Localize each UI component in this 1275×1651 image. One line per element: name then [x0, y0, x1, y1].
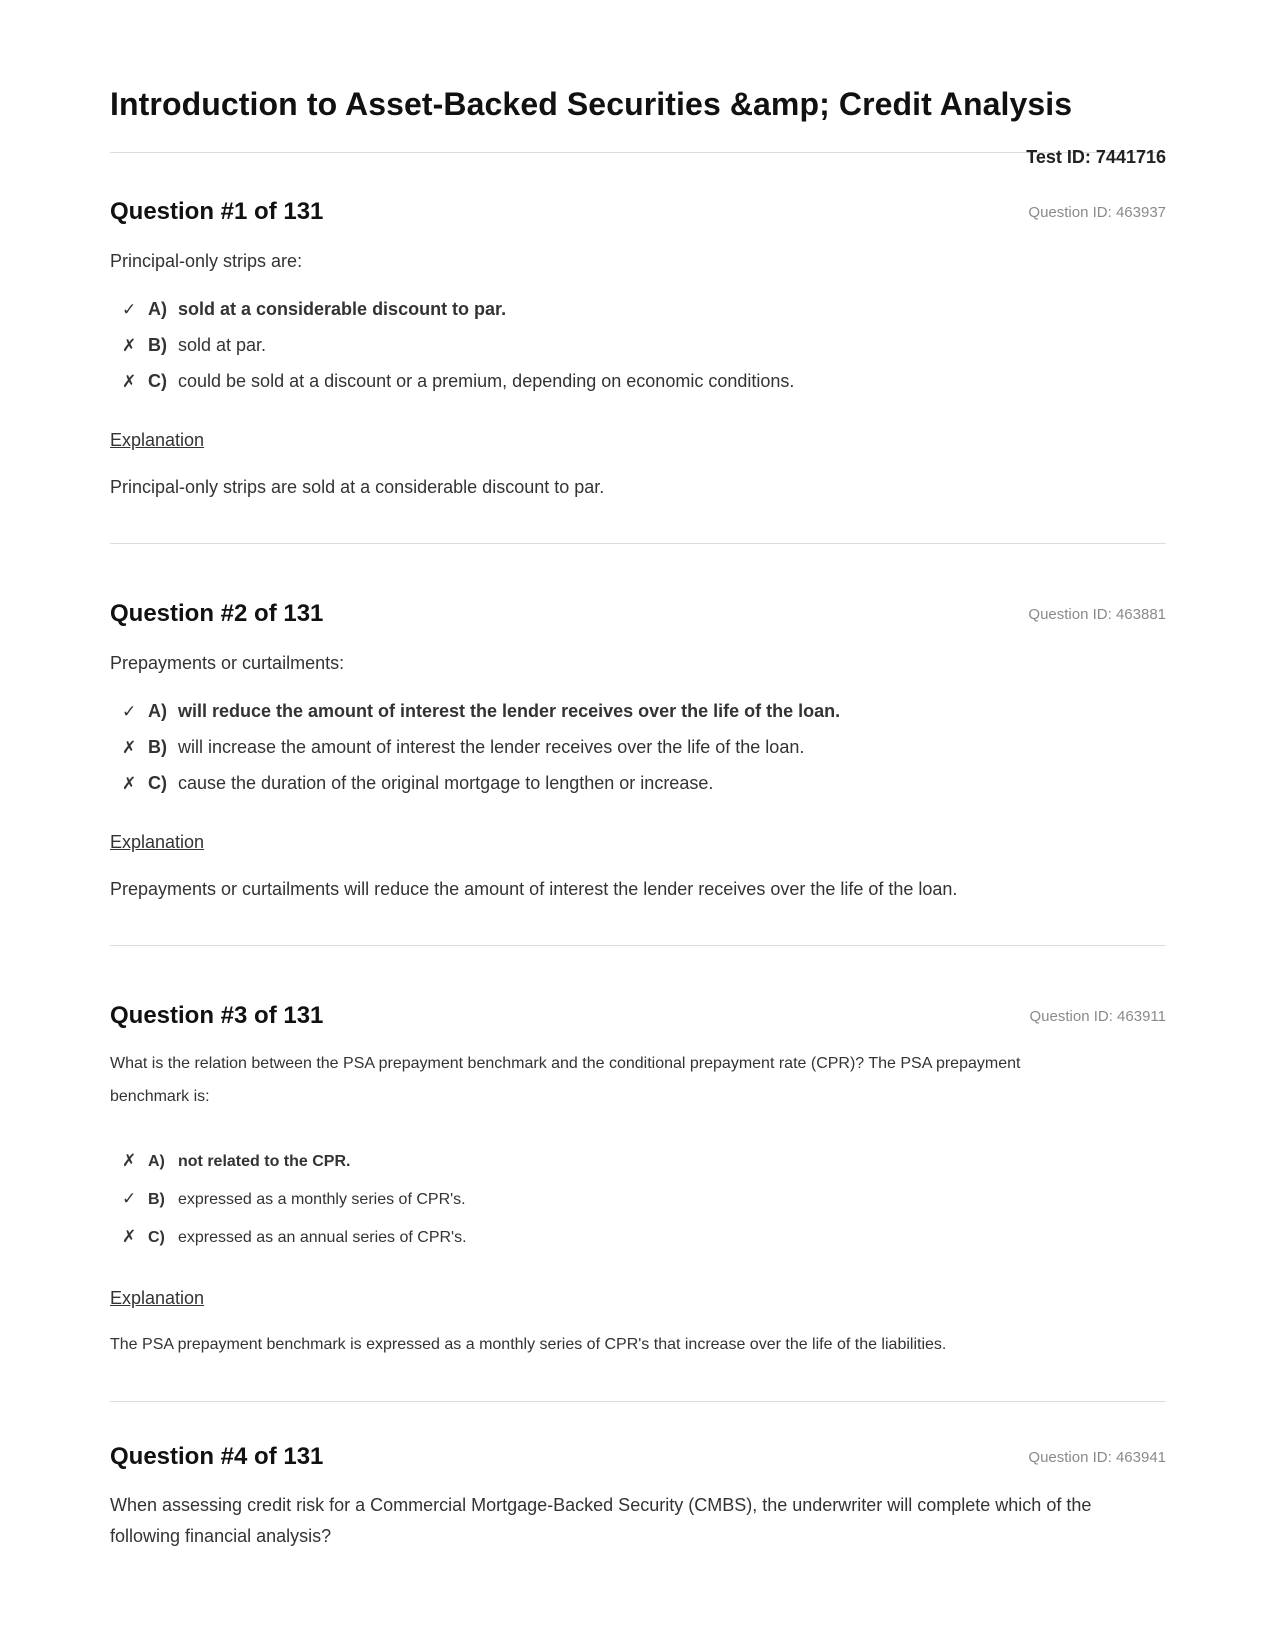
choice-letter: A)	[148, 299, 167, 319]
correct-check-icon: ✓	[122, 300, 137, 319]
explanation-text: Principal-only strips are sold at a considerable discount to par.	[110, 477, 605, 497]
choice-letter: C)	[148, 773, 167, 793]
explanation-link[interactable]: Explanation	[110, 1288, 205, 1308]
explanation-link[interactable]: Explanation	[110, 832, 205, 852]
correct-check-icon: ✓	[122, 1189, 137, 1208]
choice-letter: A)	[148, 1153, 165, 1170]
choice-letter: C)	[148, 1229, 165, 1246]
incorrect-x-icon: ✗	[122, 1227, 137, 1246]
choice-letter: A)	[148, 701, 167, 721]
choice-text: sold at a considerable discount to par.	[178, 299, 507, 319]
explanation-text: The PSA prepayment benchmark is expressed as a monthly series of CPR's that increase over the life of the liabilities.	[110, 1336, 947, 1353]
choice-a	[122, 299, 506, 320]
title-divider	[110, 152, 1166, 153]
choice-a	[122, 701, 840, 722]
choice-b	[122, 1189, 466, 1209]
question-id: Question ID: 463911	[1029, 1008, 1166, 1025]
question-heading: Question #2 of 131	[110, 600, 324, 627]
choice-letter: B)	[148, 335, 167, 355]
choice-b	[122, 737, 804, 758]
choice-text: cause the duration of the original mortgage to lengthen or increase.	[178, 773, 714, 793]
choice-text: not related to the CPR.	[178, 1153, 351, 1170]
incorrect-x-icon: ✗	[122, 336, 137, 355]
question-stem: What is the relation between the PSA prepayment benchmark and the conditional prepayment rate (CPR)? The PSA prepayment benchmark is:	[110, 1055, 1021, 1105]
correct-check-icon: ✓	[122, 702, 137, 721]
question-id: Question ID: 463941	[1028, 1449, 1166, 1466]
question-id: Question ID: 463881	[1028, 606, 1166, 623]
question-stem: When assessing credit risk for a Commercial Mortgage-Backed Security (CMBS), the underwriter will complete which of the following financial analysis?	[110, 1495, 1092, 1546]
choice-text: expressed as an annual series of CPR's.	[178, 1229, 467, 1246]
choice-b	[122, 335, 266, 356]
choice-c	[122, 1227, 467, 1247]
choice-text: expressed as a monthly series of CPR's.	[178, 1191, 466, 1208]
question-stem: Prepayments or curtailments:	[110, 653, 345, 673]
choice-text: will reduce the amount of interest the lender receives over the life of the loan.	[178, 701, 841, 721]
question-divider	[110, 543, 1166, 544]
question-id: Question ID: 463937	[1028, 204, 1166, 221]
question-heading: Question #4 of 131	[110, 1443, 324, 1470]
question-heading: Question #3 of 131	[110, 1002, 324, 1029]
document-title: Introduction to Asset-Backed Securities &amp; Credit Analysis	[110, 86, 1073, 122]
question-divider	[110, 945, 1166, 946]
choice-text: will increase the amount of interest the lender receives over the life of the loan.	[178, 737, 805, 757]
incorrect-x-icon: ✗	[122, 774, 137, 793]
choice-letter: B)	[148, 1191, 165, 1208]
question-divider	[110, 1401, 1166, 1402]
choice-a	[122, 1151, 350, 1171]
question-heading: Question #1 of 131	[110, 198, 324, 225]
test-id: Test ID: 7441716	[1026, 147, 1166, 167]
incorrect-x-icon: ✗	[122, 372, 137, 391]
incorrect-x-icon: ✗	[122, 738, 137, 757]
incorrect-x-icon: ✗	[122, 1151, 137, 1170]
choice-letter: B)	[148, 737, 167, 757]
choice-letter: C)	[148, 371, 167, 391]
choice-text: sold at par.	[178, 335, 267, 355]
question-stem: Principal-only strips are:	[110, 251, 303, 271]
explanation-link[interactable]: Explanation	[110, 430, 205, 450]
choice-c	[122, 773, 713, 794]
explanation-text: Prepayments or curtailments will reduce the amount of interest the lender receives over the life of the loan.	[110, 879, 958, 899]
choice-text: could be sold at a discount or a premium, depending on economic conditions.	[178, 371, 795, 391]
choice-c	[122, 371, 794, 392]
